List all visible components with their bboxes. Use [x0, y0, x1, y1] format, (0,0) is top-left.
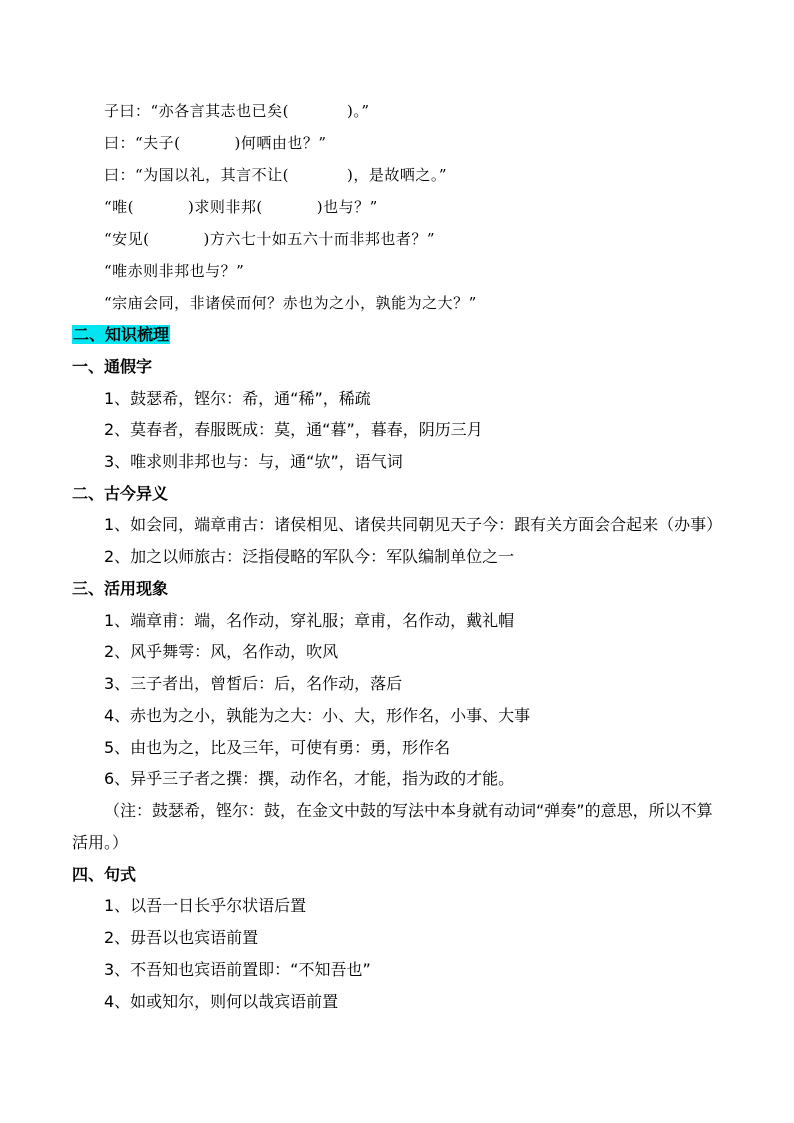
quote-line-1: [104, 100, 370, 122]
subsection-heading: 二、古今异义: [72, 484, 169, 503]
quote-line-5: [104, 228, 435, 250]
quote-line-2: [104, 132, 327, 154]
quote-text: 子曰：“亦各言其志也已矣(: [104, 102, 290, 120]
list-item: 5、由也为之，比及三年，可使有勇：勇，形作名: [104, 738, 451, 757]
quote-text: )也与？”: [316, 198, 378, 216]
list-item: 1、以吾一日长乎尔状语后置: [104, 896, 307, 915]
quote-text: )何哂由也？”: [234, 134, 327, 152]
subsection-heading: 三、活用现象: [72, 579, 169, 598]
list-item: 2、加之以师旅古：泛指侵略的军队今：军队编制单位之一: [104, 547, 515, 566]
quote-text: )求则非邦(: [188, 198, 263, 216]
note-text-continued: 活用。）: [72, 833, 129, 852]
list-item: 3、唯求则非邦也与：与，通“欤”，语气词: [104, 452, 403, 471]
list-item: 2、风乎舞雩：风，名作动，吹风: [104, 642, 339, 661]
quote-text: “唯(: [104, 198, 135, 216]
quote-text: 曰：“为国以礼，其言不让(: [104, 166, 290, 184]
list-item: 3、不吾知也宾语前置即：“不知吾也”: [104, 960, 371, 979]
subsection-heading: 四、句式: [72, 865, 137, 884]
quote-text: )。”: [347, 102, 370, 120]
quote-line-6: [104, 260, 244, 282]
list-item: 1、如会同，端章甫古：诸侯相见、诸侯共同朝见天子今：跟有关方面会合起来（办事）: [104, 515, 723, 534]
section-title-text: 二、知识梳理: [73, 325, 170, 344]
quote-text: 曰：“夫子(: [104, 134, 181, 152]
subsection-heading: 一、通假字: [72, 357, 153, 376]
quote-text: )，是故哂之。”: [347, 166, 448, 184]
quote-text: “唯赤则非邦也与？”: [104, 262, 245, 280]
quote-text: )方六七十如五六十而非邦也者？”: [203, 230, 436, 248]
list-item: 1、鼓瑟希，铿尔：希，通“稀”，稀疏: [104, 389, 371, 408]
quote-line-3: [104, 164, 447, 186]
quote-line-7: [104, 292, 477, 314]
quote-line-4: [104, 196, 378, 218]
quote-text: “宗庙会同，非诸侯而何？赤也为之小，孰能为之大？”: [104, 294, 477, 312]
list-item: 1、端章甫：端，名作动，穿礼服；章甫，名作动，戴礼帽: [104, 611, 515, 630]
quote-text: “安见(: [104, 230, 150, 248]
note-text: （注：鼓瑟希，铿尔：鼓，在金文中鼓的写法中本身就有动词“弹奏”的意思，所以不算: [104, 801, 713, 820]
list-item: 4、如或知尔，则何以哉宾语前置: [104, 992, 339, 1011]
list-item: 4、赤也为之小，孰能为之大：小、大，形作名，小事、大事: [104, 706, 531, 725]
section-title: [72, 324, 170, 346]
list-item: 2、毋吾以也宾语前置: [104, 928, 259, 947]
list-item: 3、三子者出，曾皙后：后，名作动，落后: [104, 674, 403, 693]
list-item: 6、异乎三子者之撰：撰，动作名，才能，指为政的才能。: [104, 769, 515, 788]
list-item: 2、莫春者，春服既成：莫，通“暮”，暮春，阴历三月: [104, 420, 483, 439]
